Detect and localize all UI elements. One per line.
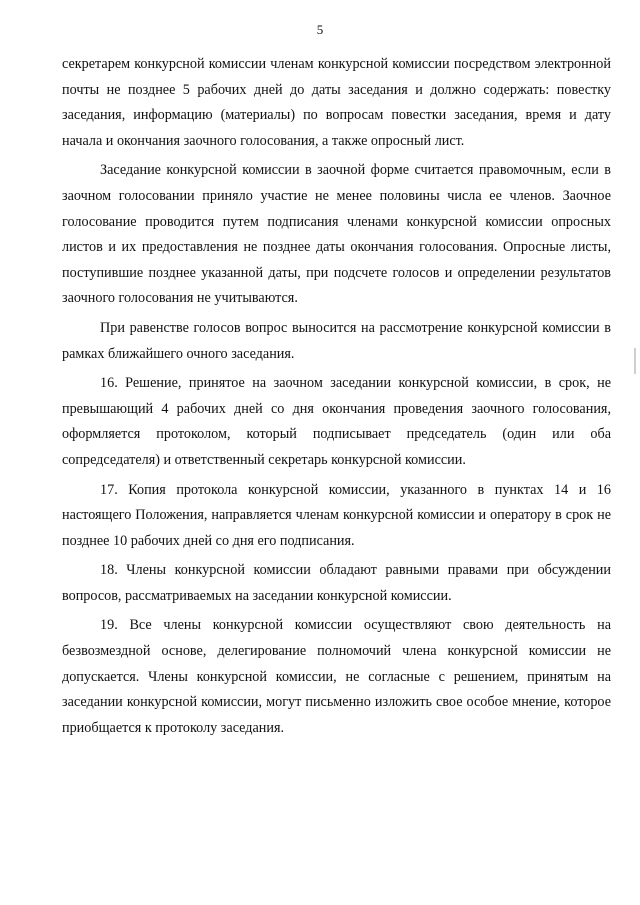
paragraph-item-19: 19. Все члены конкурсной комиссии осуществляют свою деятельность на безвозмездной основе, делегирование полномочий члена конкурсной комиссии не допускается. Члены конкурсной комиссии, не согласные с решением, принятым на заседании конкурсной комиссии, могут письменно изложить свое особое мнение, которое приобщается к протоколу заседания. (62, 617, 611, 736)
paragraph-quorum: Заседание конкурсной комиссии в заочной форме считается правомочным, если в заочном голосовании приняло участие не менее половины числа ее членов. Заочное голосование проводится путем подписания членами конкурсной комиссии опросных листов и их предоставления не позднее даты окончания голосования. Опросные листы, поступившие позднее указанной даты, при подсчете голосов и определении результатов заочного голосования не учитываются. (62, 162, 611, 307)
document-body (62, 52, 611, 741)
paragraph-continuation: секретарем конкурсной комиссии членам конкурсной комиссии посредством электронной почты не позднее 5 рабочих дней до даты заседания и должно содержать: повестку заседания, информацию (материалы) по вопросам повестки заседания, время и дату начала и окончания заочного голосования, а также опросный лист. (62, 56, 611, 149)
paragraph-item-16: 16. Решение, принятое на заочном заседании конкурсной комиссии, в срок, не превышающий 4 рабочих дней со дня окончания проведения заочного голосования, оформляется протоколом, который подписывает председатель (один или оба сопредседателя) и ответственный секретарь конкурсной комиссии. (62, 375, 611, 468)
paragraph-tie-vote: При равенстве голосов вопрос выносится на рассмотрение конкурсной комиссии в рамках ближайшего очного заседания. (62, 319, 611, 362)
scan-edge-mark (634, 348, 636, 374)
paragraph-item-18: 18. Члены конкурсной комиссии обладают равными правами при обсуждении вопросов, рассматриваемых на заседании конкурсной комиссии. (62, 562, 611, 604)
paragraph-item-17: 17. Копия протокола конкурсной комиссии, указанного в пунктах 14 и 16 настоящего Положения, направляется членам конкурсной комиссии и оператору в срок не позднее 10 рабочих дней со дня его подписания. (62, 481, 611, 549)
page-number: 5 (316, 22, 324, 37)
